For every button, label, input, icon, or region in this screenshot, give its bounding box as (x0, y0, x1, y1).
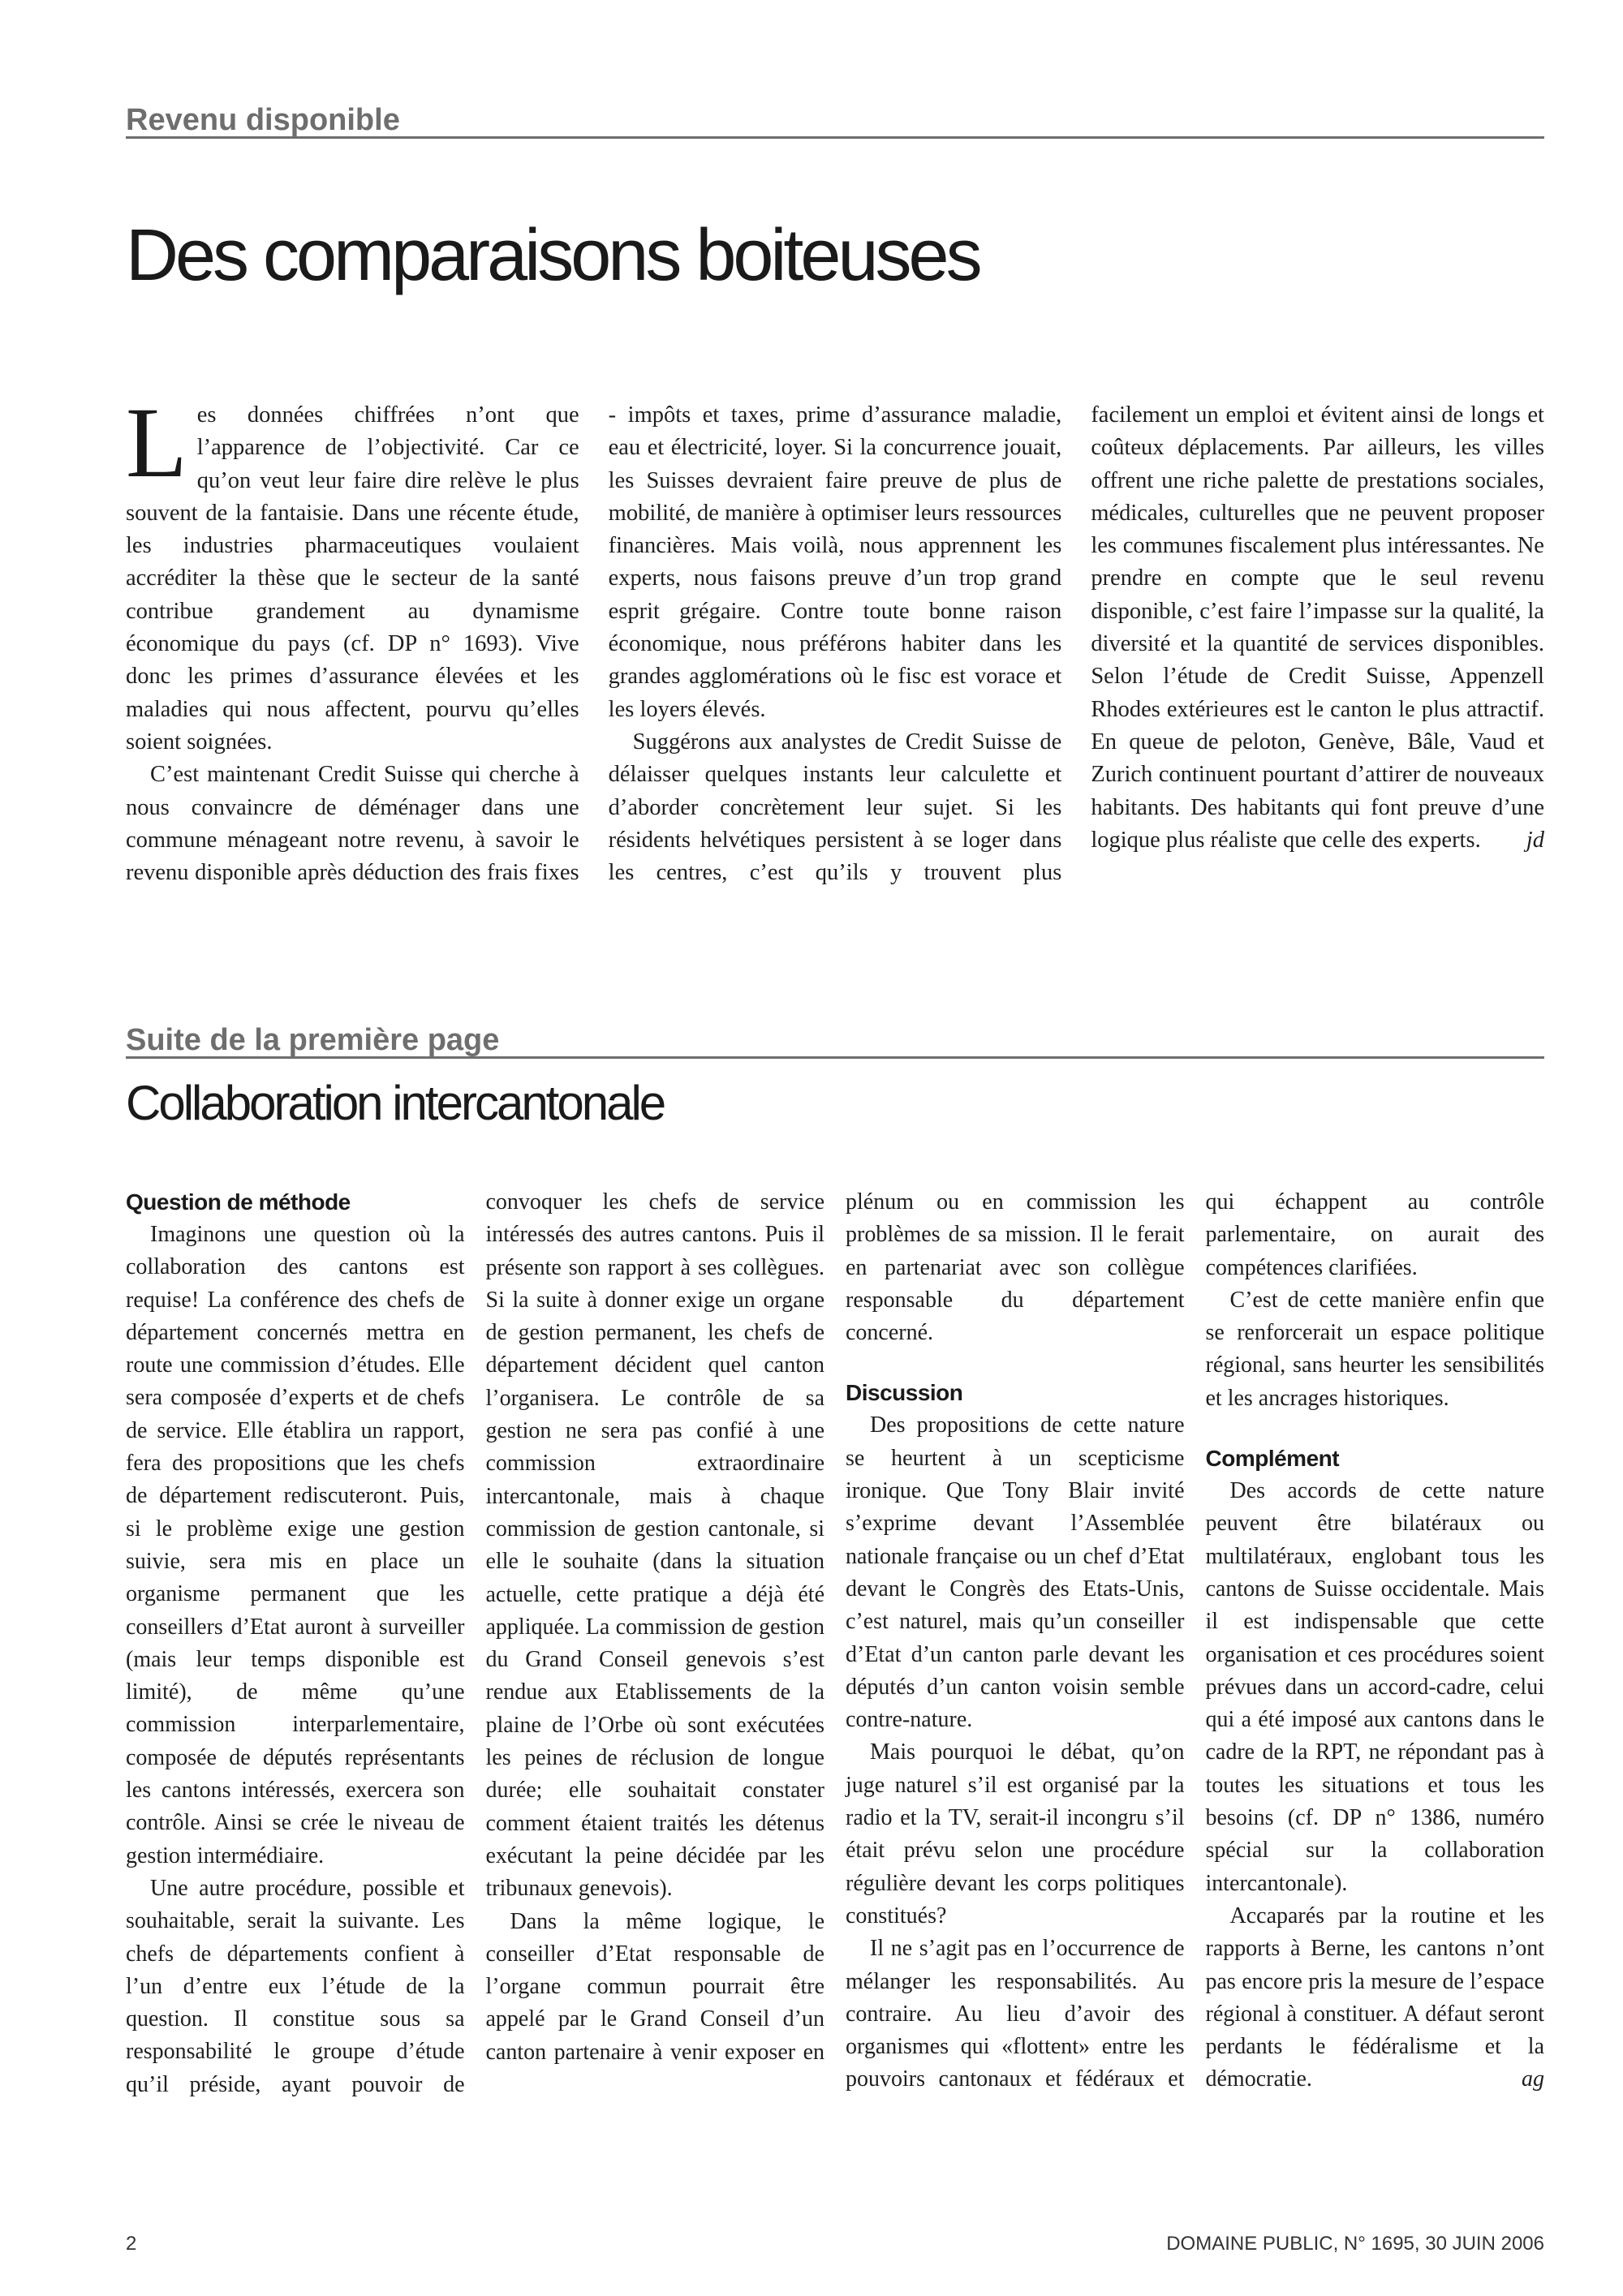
paragraph-suggestion: Suggérons aux analystes de Credit Suisse de délaisser quelques instants leur calculette et d’aborder concrètement leur sujet. Si les résidents helvétiques persistent à se loger dans les centres, c’est qu’ils y trouvent plus facilement un emploi et évitent ainsi de longs et coûteux déplacements. Par ailleurs, les villes offrent une riche palette de prestations sociales, médicales, culturelles que ne peuvent proposer les communes fiscalement plus intéressantes. Ne prendre en compte que le seul revenu disponible, c’est faire l’impasse sur la qualité, la diversité et la quantité de services disponibles. Selon l’étude de Credit Suisse, Appenzell Rhodes extérieures est le canton le plus attractif. En queue de peloton, Genève, Bâle, Vaud et Zurich continuent pourtant d’attirer de nouveaux habitants. Des habitants qui font preuve d’une logique plus réaliste que celle des experts. jd (608, 402, 1544, 886)
paragraph-propositions: Des propositions de cette nature se heurtent à un scepticisme ironique. Que Tony Blair invité s’exprime devant l’Assemblée nationale française ou un chef d’Etat devant le Congrès des Etats-Unis, c’est naturel, mais qu’un conseiller d’Etat d’un canton parle devant les députés d’un canton voisin semble contre-nature. (846, 1412, 1185, 1733)
article-body-comparaisons (126, 387, 1544, 927)
subhead-discussion: Discussion (846, 1380, 963, 1406)
page-number: 2 (126, 2233, 137, 2255)
paragraph-imaginons: Imaginons une question où la collaboration des cantons est requise! La conférence des chefs de département concernés mettra en route une commission d’études. Elle sera composée d’experts et de chefs de service. Elle établira un rapport, fera des propositions que les chefs de département rediscuteront. Puis, si le problème exige une gestion suivie, sera mis en place un organisme permanent que les conseillers d’Etat auront à surveiller (mais leur temps disponible est limité), de même qu’une commission interparlementaire, composée de députés représentants les cantons intéressés, exercera son contrôle. Ainsi se crée le niveau de gestion intermédiaire. (126, 1222, 465, 1868)
paragraph-meme-logique: Dans la même logique, le conseiller d’Etat responsable de l’organe commun pourrait être appelé par le Grand Conseil d’un canton partenaire à venir exposer en plénum ou en commission les problèmes de sa mission. Il le ferait en partenariat avec son collègue responsable du département concerné. (485, 1189, 1185, 2065)
article-title-comparaisons: Des comparaisons boiteuses (126, 215, 979, 296)
drop-cap: L (126, 387, 187, 498)
paragraph-responsabilites: Il ne s’agit pas en l’occurrence de mélanger les responsabilités. Au contraire. Au lieu d’avoir des organismes qui «flottent» entre les pouvoirs cantonaux et fédéraux et qui échappent au contrôle parlementaire, on aurait des compétences clarifiées. (846, 1189, 1544, 2092)
section-kicker-revenu: Revenu disponible (126, 104, 1544, 139)
subhead-complement: Complément (1205, 1446, 1340, 1472)
subhead-question-methode: Question de méthode (126, 1189, 351, 1215)
paragraph-autre-procedure: Une autre procédure, possible et souhaitable, serait la suivante. Les chefs de départements confient à l’un d’entre eux l’étude de la question. Il constitue sous sa responsabilité le groupe d’étude qu’il préside, ayant pouvoir de convoquer les chefs de service intéressés des autres cantons. Puis il présente son rapport à ses collègues. Si la suite à donner exige un organe de gestion permanent, les chefs de département décident quel canton l’organisera. Le contrôle de sa gestion ne sera pas confié à une commission extraordinaire intercantonale, mais à chaque commission de gestion cantonale, si elle le souhaite (dans la situation actuelle, cette pratique a déjà été appliquée. La commission de gestion du Grand Conseil genevois s’est rendue aux Etablissements de la plaine de l’Orbe où sont exécutées les peines de réclusion de longue durée; elle souhaitait constater comment étaient traités les détenus exécutant la peine décidée par les tribunaux genevois). (126, 1189, 824, 2097)
paragraph-accapares: Accaparés par la routine et les rapports à Berne, les cantons n’ont pas encore pris la mesure de l’espace régional à constituer. A défaut seront perdants le fédéralisme et la démocratie. ag (1206, 1900, 1545, 2096)
paragraph-intro: Les données chiffrées n’ont que l’apparence de l’objectivité. Car ce qu’on veut leur faire dire relève le plus souvent de la fantaisie. Dans une récente étude, les industries pharmaceutiques voulaient accréditer la thèse que le secteur de la santé contribue grandement au dynamisme économique du pays (cf. DP n° 1693). Vive donc les primes d’assurance élevées et les maladies qui nous affectent, pourvu qu’elles soient soignées. (126, 387, 579, 755)
author-signature-ag: ag (1522, 2066, 1544, 2092)
article-body-collaboration (126, 1186, 1544, 2143)
paragraph-espace-regional: C’est de cette manière enfin que se renforcerait un espace politique régional, sans heurter les sensibilités et les ancrages historiques. (1205, 1287, 1544, 1411)
author-signature-jd: jd (1526, 827, 1544, 853)
article-title-collaboration: Collaboration intercantonale (126, 1076, 665, 1130)
paragraph-accords: Des accords de cette nature peuvent être bilatéraux ou multilatéraux, englobant tous les cantons de Suisse occidentale. Mais il est indispensable que cette organisation et ces procédures soient prévues dans un accord-cadre, celui qui a été imposé aux cantons dans le cadre de la RPT, ne répondant pas à toutes les situations et tous les besoins (cf. DP n° 1386, numéro spécial sur la collaboration intercantonale). (1205, 1478, 1544, 1896)
publication-info: DOMAINE PUBLIC, N° 1695, 30 JUIN 2006 (1166, 2233, 1544, 2255)
paragraph-debat: Mais pourquoi le débat, qu’on juge naturel s’il est organisé par la radio et la TV, serait-il incongru s’il était prévu selon une procédure régulière devant les corps politiques constitués? (846, 1739, 1185, 1928)
section-kicker-suite: Suite de la première page (126, 1024, 1544, 1059)
paragraph-credit-suisse: C’est maintenant Credit Suisse qui cherche à nous convaincre de déménager dans une commune ménageant notre revenu, à savoir le revenu disponible après déduction des frais fixes - impôts et taxes, prime d’assurance maladie, eau et électricité, loyer. Si la concurrence jouait, les Suisses devraient faire preuve de plus de mobilité, de manière à optimiser leurs ressources financières. Mais voilà, nous apprennent les experts, nous faisons preuve d’un trop grand esprit grégaire. Contre toute bonne raison économique, nous préférons habiter dans les grandes agglomérations où le fisc est vorace et les loyers élevés. (126, 402, 1062, 886)
